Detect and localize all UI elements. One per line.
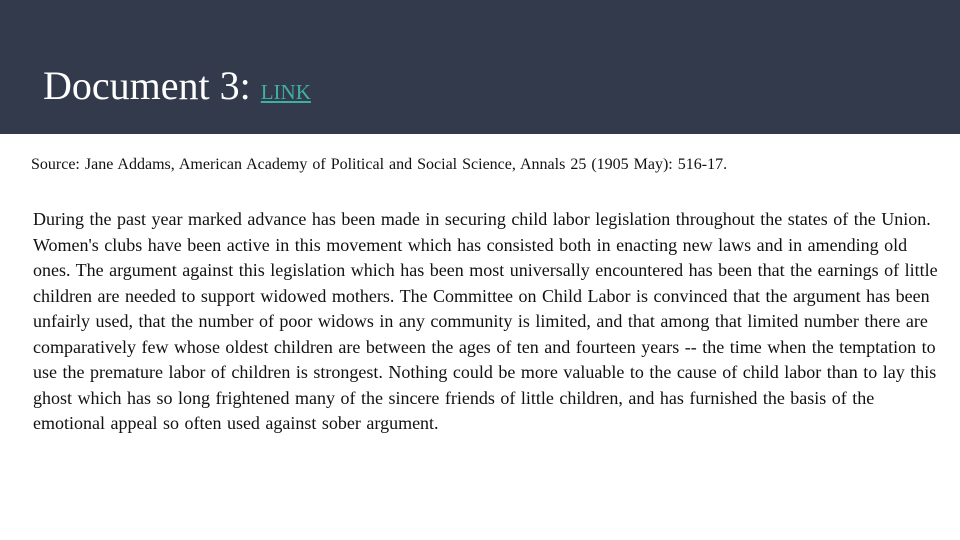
document-body-text: During the past year marked advance has been made in securing child labor legislation throughout the states of the Union. Women's clubs have been active in this movement which has consisted both in enacting new laws and in amending old ones. The argument against this legislation which has been most universally encountered has been that the earnings of little children are needed to support widowed mothers. The Committee on Child Labor is convinced that the argument has been unfairly used, that the number of poor widows in any community is limited, and that among that limited number there are comparatively few whose oldest children are between the ages of ten and fourteen years -- the time when the temptation to use the premature labor of children is strongest. Nothing could be more valuable to the cause of child labor than to lay this ghost which has so long frightened many of the sincere friends of little children, and has furnished the basis of the emotional appeal so often used against sober argument. <box>33 209 938 433</box>
slide-title-text: Document 3: <box>43 63 261 108</box>
slide-title <box>43 64 311 108</box>
title-bar <box>0 0 960 134</box>
source-citation: Source: Jane Addams, American Academy of Political and Social Science, Annals 25 (1905 May): 516-17. <box>31 156 728 173</box>
document-link[interactable]: LINK <box>260 80 311 104</box>
